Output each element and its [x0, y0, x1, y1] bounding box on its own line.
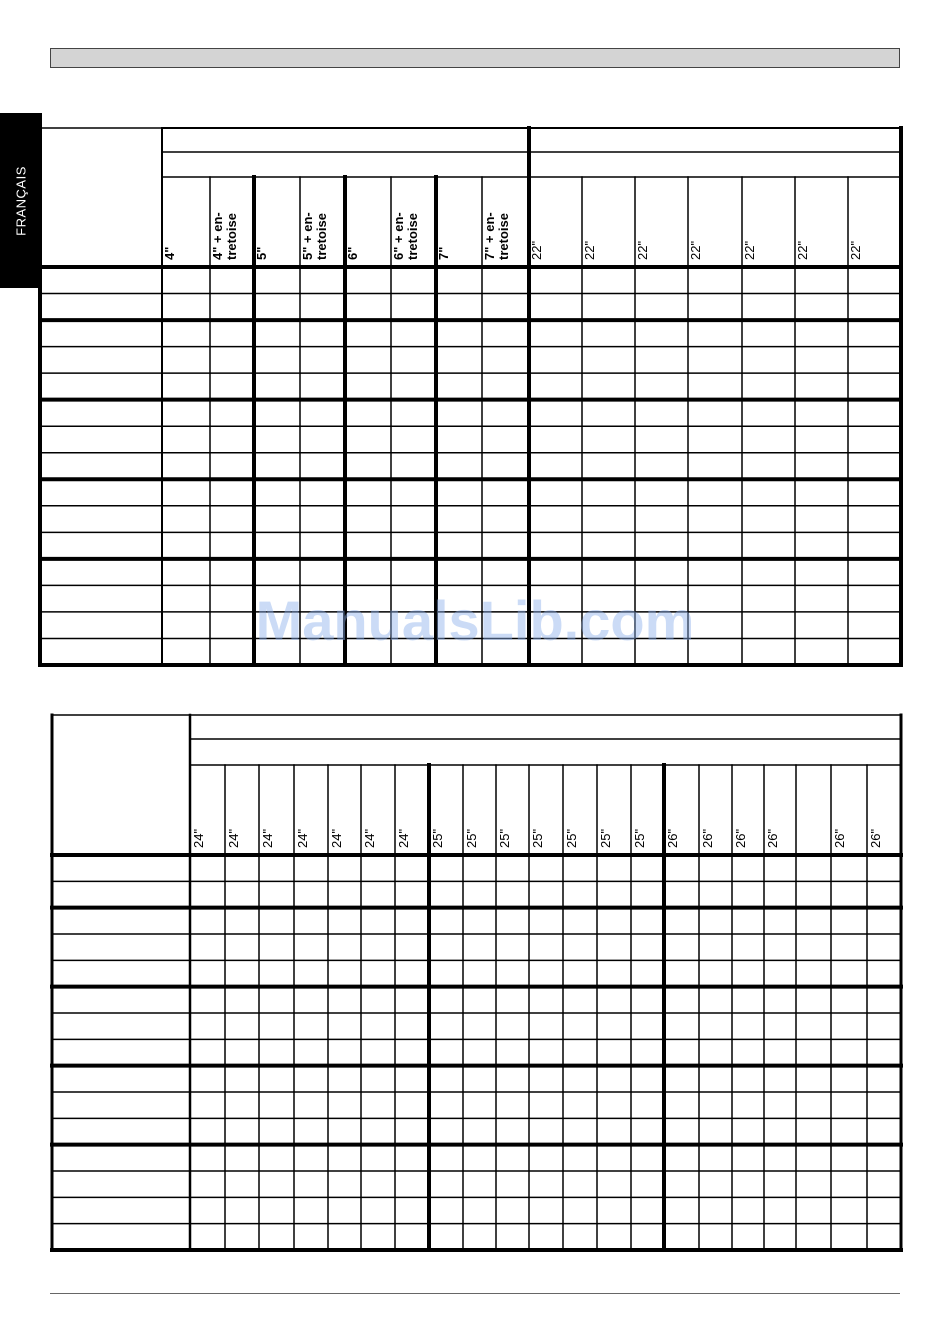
table2-column-header: 26" [665, 828, 680, 848]
table2-column-header: 25" [497, 828, 512, 848]
table-1 [40, 128, 901, 665]
table2-column-header: 24" [295, 828, 310, 848]
table1-column-header: 5" [254, 246, 269, 260]
table2-column-header: 24" [329, 828, 344, 848]
table1-column-header: 4" [162, 246, 177, 260]
table1-column-header: 6" [345, 246, 360, 260]
table1-column-header: 22" [795, 240, 810, 260]
table2-column-header: 24" [226, 828, 241, 848]
table2-column-header: 26" [700, 828, 715, 848]
table1-column-header: 22" [742, 240, 757, 260]
table1-column-header: 22" [635, 240, 650, 260]
table2-column-header: 25" [632, 828, 647, 848]
table2-column-header: 26" [832, 828, 847, 848]
table2-column-header: 24" [191, 828, 206, 848]
table2-column-header: 25" [598, 828, 613, 848]
table1-column-header: 7" + en-tretoise [482, 212, 511, 260]
table1-column-header: 6" + en-tretoise [391, 212, 420, 260]
table2-column-header: 24" [362, 828, 377, 848]
footer-rule [50, 1293, 900, 1294]
table1-column-header: 22" [688, 240, 703, 260]
table1-column-header: 7" [436, 246, 451, 260]
table2-column-header: 26" [765, 828, 780, 848]
language-tab-label: FRANÇAIS [13, 165, 29, 236]
table2-column-header: 26" [868, 828, 883, 848]
table2-column-header: 24" [396, 828, 411, 848]
table1-column-header: 22" [582, 240, 597, 260]
table2-column-header: 25" [464, 828, 479, 848]
table2-column-header: 25" [564, 828, 579, 848]
table1-column-header: 4" + en-tretoise [210, 212, 239, 260]
table1-column-header: 5" + en-tretoise [300, 212, 329, 260]
table1-column-header: 22" [848, 240, 863, 260]
table1-column-header: 22" [529, 240, 544, 260]
table2-column-header: 25" [530, 828, 545, 848]
watermark: ManualsLib.com [255, 589, 695, 652]
table2-column-header: 25" [430, 828, 445, 848]
table2-column-header: 26" [733, 828, 748, 848]
table-2 [52, 715, 901, 1250]
table2-column-header: 24" [260, 828, 275, 848]
